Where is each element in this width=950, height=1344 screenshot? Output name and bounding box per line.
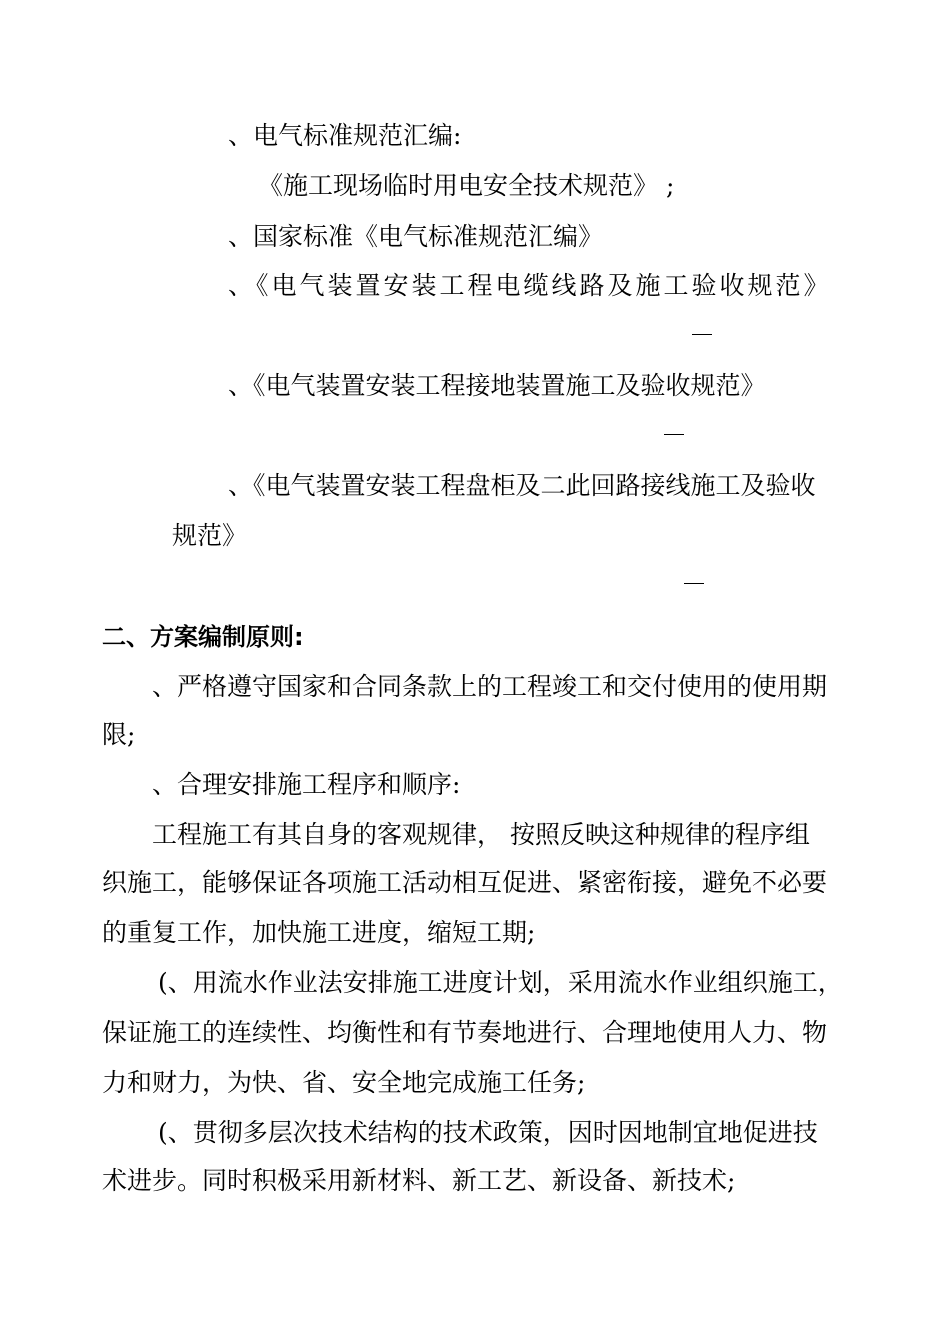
reference-item-5-line-1: 、《电气装置安装工程盘柜及二此回路接线施工及验收 [228,471,816,500]
dash-mark [692,334,712,335]
principle-1-line-2: 限; [102,720,136,749]
principle-2-body-line-2: 织施工，能够保证各项施工活动相互促进、紧密衔接，避免不必要 [102,868,828,897]
principle-2-body-line-3: 的重复工作，加快施工进度，缩短工期; [102,918,536,947]
principle-1-line-1: 、严格遵守国家和合同条款上的工程竣工和交付使用的使用期 [152,672,828,701]
reference-item-5-line-2: 规范》 [172,521,248,550]
reference-item-3: 、《电气装置安装工程电缆线路及施工验收规范》 [228,271,832,300]
principle-2b-line-1: (、贯彻多层次技术结构的技术政策，因时因地制宜地促进技 [158,1118,818,1147]
reference-item-4: 、《电气装置安装工程接地装置施工及验收规范》 [228,371,766,400]
principle-2: 、合理安排施工程序和顺序: [152,770,461,799]
dash-mark [664,434,684,435]
dash-mark [684,583,704,584]
reference-item-1-sub: 《施工现场临时用电安全技术规范》 ; [258,171,675,200]
principle-2-body-line-1: 工程施工有其自身的客观规律， 按照反映这种规律的程序组 [152,820,810,849]
section-heading: 二、方案编制原则: [102,623,304,651]
principle-2b-line-2: 术进步。同时积极采用新材料、新工艺、新设备、新技术; [102,1166,736,1195]
principle-2a-line-3: 力和财力，为快、省、安全地完成施工任务; [102,1068,586,1097]
reference-item-2: 、国家标准《电气标准规范汇编》 [228,222,604,251]
principle-2a-line-2: 保证施工的连续性、均衡性和有节奏地进行、合理地使用人力、物 [102,1018,828,1047]
principle-2a-line-1: (、用流水作业法安排施工进度计划，采用流水作业组织施工， [158,968,843,997]
reference-item-1: 、电气标准规范汇编: [228,121,462,150]
